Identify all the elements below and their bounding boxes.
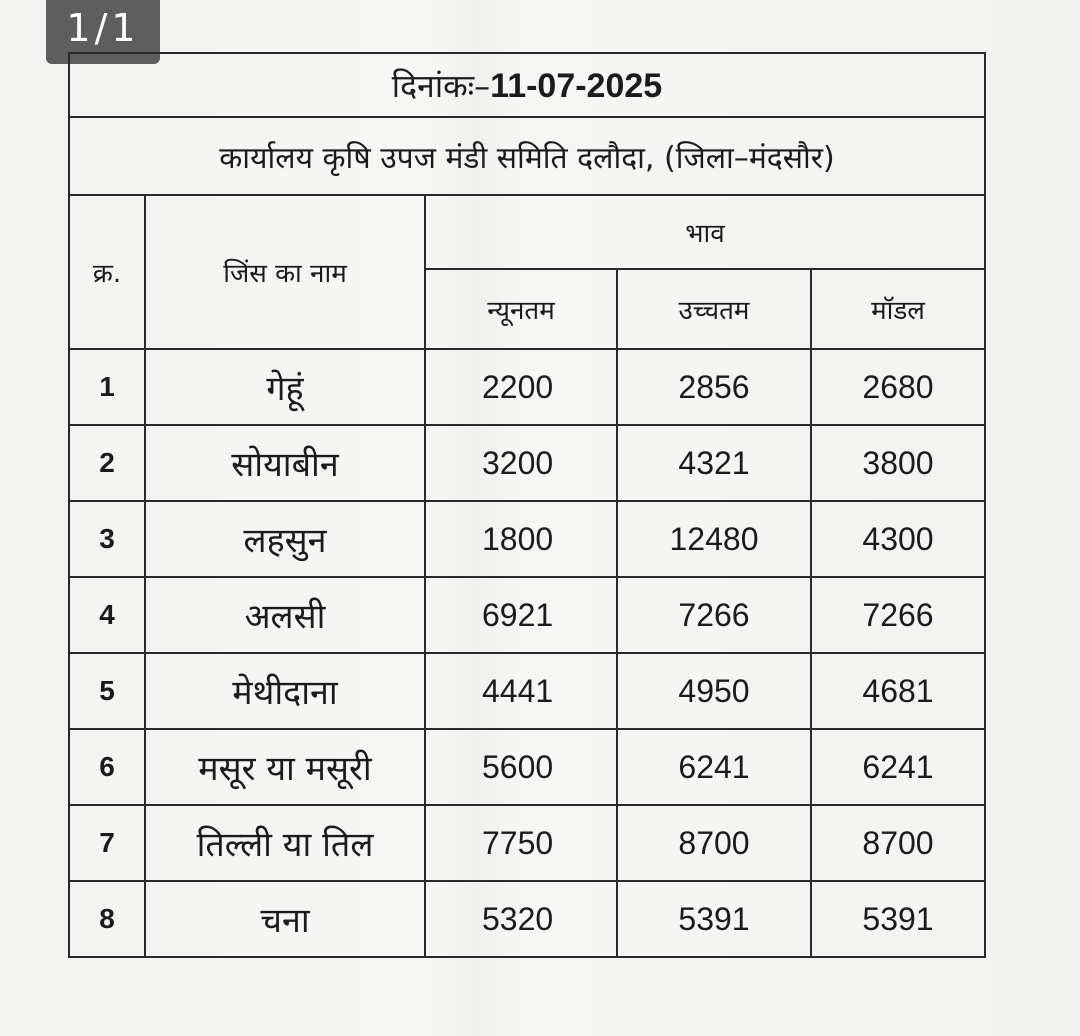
header-row-1 (69, 195, 985, 269)
modal-price-cell: 8700 (811, 805, 985, 881)
serial-cell: 1 (69, 349, 145, 425)
crop-name-cell: गेहूं (145, 349, 425, 425)
date-label: दिनांकः– (391, 66, 491, 105)
serial-cell: 7 (69, 805, 145, 881)
crop-name-cell: तिल्ली या तिल (145, 805, 425, 881)
table-row (69, 881, 985, 957)
max-price-cell: 4321 (617, 425, 811, 501)
min-price-cell: 7750 (425, 805, 617, 881)
min-price-cell: 4441 (425, 653, 617, 729)
modal-price-cell: 3800 (811, 425, 985, 501)
table-row (69, 577, 985, 653)
page-indicator-text: 1/1 (66, 6, 140, 50)
modal-price-cell: 5391 (811, 881, 985, 957)
mandi-price-table (68, 52, 986, 958)
min-price-cell: 5320 (425, 881, 617, 957)
office-row (69, 117, 985, 195)
crop-name-cell: अलसी (145, 577, 425, 653)
modal-price-cell: 6241 (811, 729, 985, 805)
min-price-cell: 6921 (425, 577, 617, 653)
crop-name-cell: लहसुन (145, 501, 425, 577)
modal-price-cell: 2680 (811, 349, 985, 425)
modal-price-cell: 4300 (811, 501, 985, 577)
date-cell (69, 53, 985, 117)
crop-name-cell: मसूर या मसूरी (145, 729, 425, 805)
crop-name-cell: चना (145, 881, 425, 957)
date-row (69, 53, 985, 117)
table-row (69, 805, 985, 881)
header-modal-price: मॉडल (811, 269, 985, 349)
serial-cell: 2 (69, 425, 145, 501)
header-crop-name: जिंस का नाम (145, 195, 425, 349)
max-price-cell: 5391 (617, 881, 811, 957)
crop-name-cell: मेथीदाना (145, 653, 425, 729)
office-title: कार्यालय कृषि उपज मंडी समिति दलौदा, (जिला–मंदसौर) (69, 117, 985, 195)
max-price-cell: 4950 (617, 653, 811, 729)
header-price-group: भाव (425, 195, 985, 269)
table-row (69, 729, 985, 805)
serial-cell: 3 (69, 501, 145, 577)
max-price-cell: 2856 (617, 349, 811, 425)
min-price-cell: 3200 (425, 425, 617, 501)
header-serial: क्र. (69, 195, 145, 349)
min-price-cell: 5600 (425, 729, 617, 805)
crop-name-cell: सोयाबीन (145, 425, 425, 501)
serial-cell: 5 (69, 653, 145, 729)
max-price-cell: 7266 (617, 577, 811, 653)
table-row (69, 349, 985, 425)
serial-cell: 6 (69, 729, 145, 805)
table-row (69, 653, 985, 729)
max-price-cell: 6241 (617, 729, 811, 805)
date-value: 11-07-2025 (490, 66, 663, 105)
min-price-cell: 2200 (425, 349, 617, 425)
table-row (69, 501, 985, 577)
modal-price-cell: 4681 (811, 653, 985, 729)
table-row (69, 425, 985, 501)
modal-price-cell: 7266 (811, 577, 985, 653)
min-price-cell: 1800 (425, 501, 617, 577)
serial-cell: 4 (69, 577, 145, 653)
serial-cell: 8 (69, 881, 145, 957)
max-price-cell: 12480 (617, 501, 811, 577)
header-max-price: उच्चतम (617, 269, 811, 349)
max-price-cell: 8700 (617, 805, 811, 881)
header-min-price: न्यूनतम (425, 269, 617, 349)
